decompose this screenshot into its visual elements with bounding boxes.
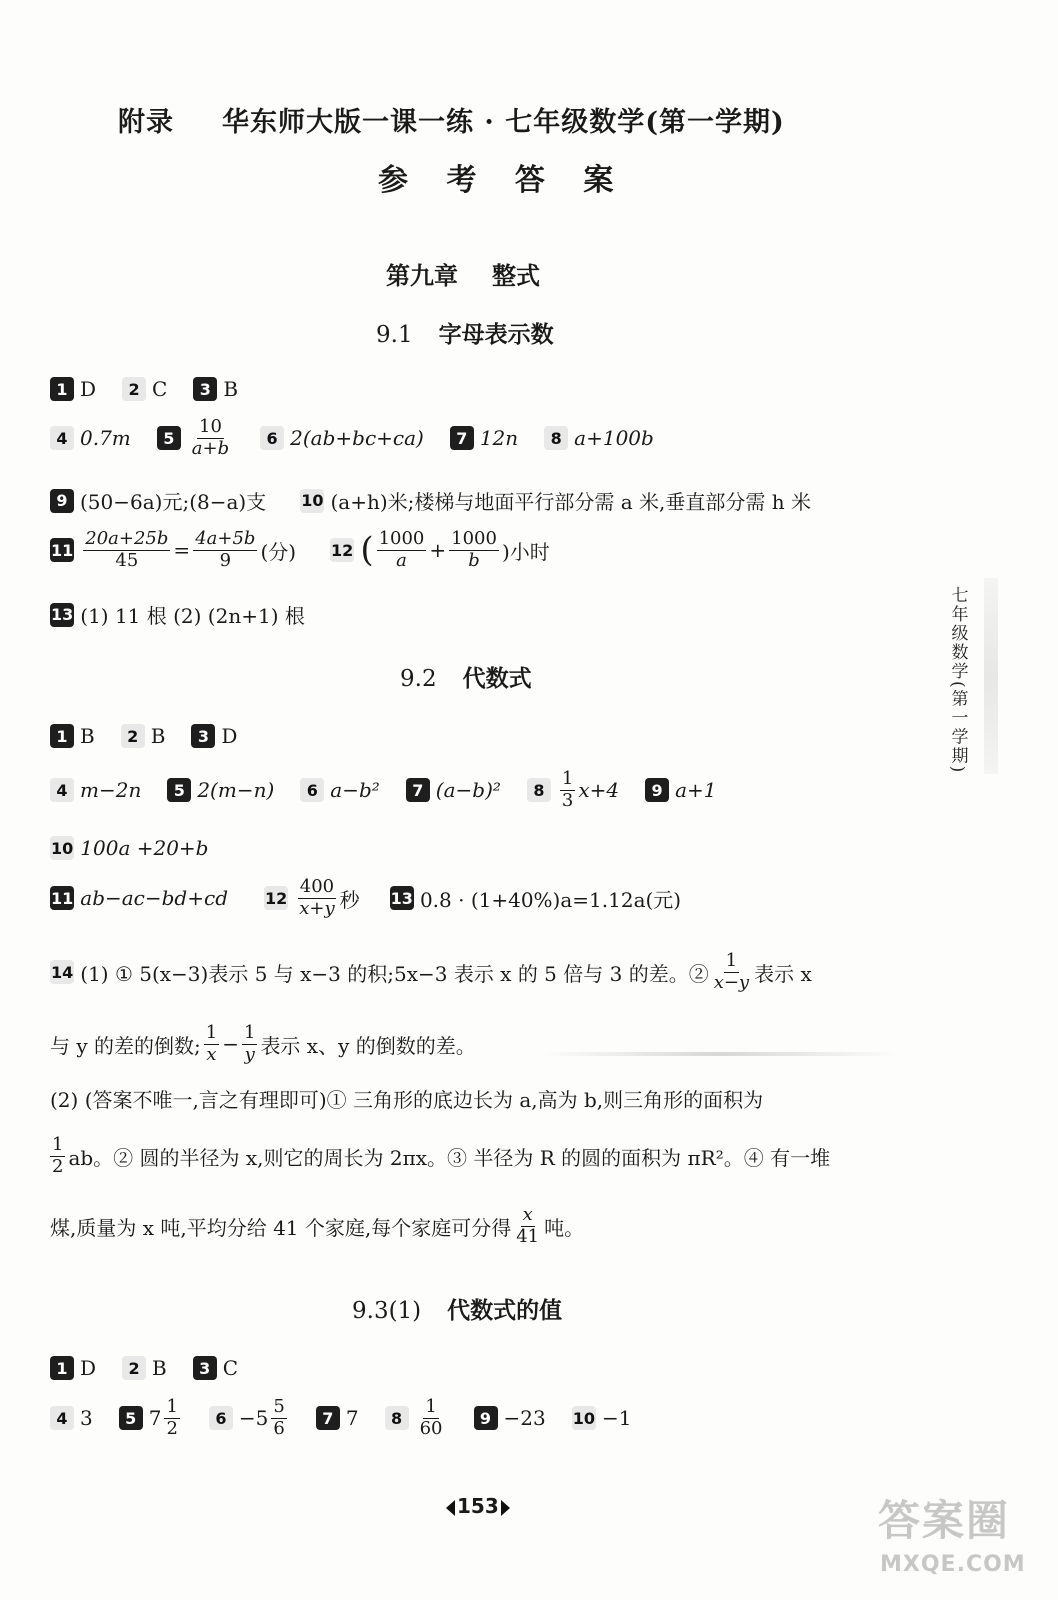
left-arrow-icon	[446, 1500, 455, 1516]
question-number-badge: 7	[406, 778, 430, 802]
answer-item: 4 3	[50, 1406, 93, 1430]
question-number-badge: 6	[209, 1406, 233, 1430]
answer-item: 5 7 $\frac{1}{2}$	[119, 1398, 183, 1439]
question-number-badge: 1	[50, 377, 74, 401]
answer-item: 9 −23	[474, 1406, 546, 1430]
question-number-badge: 4	[50, 1406, 74, 1430]
fraction: $\frac{1}{y}$	[243, 1022, 256, 1065]
section-9-2-heading: 9.2 代数式	[400, 665, 532, 692]
question-number-badge: 9	[645, 778, 669, 802]
fraction: $\frac{4a+5b}{9}$	[195, 528, 256, 571]
question-number-badge: 14	[50, 960, 74, 984]
answer-item: 4 m−2n	[50, 778, 141, 802]
s92-q14-line-5: 煤,质量为 x 吨,平均分给 41 个家庭,每个家庭可分得 $\frac{x}{41}$ 吨。	[50, 1204, 585, 1247]
s92-row-4	[50, 878, 707, 919]
answer-item: 9 a+1	[645, 778, 716, 802]
question-number-badge: 6	[300, 778, 324, 802]
answer-item: 2 B	[121, 724, 166, 748]
question-number-badge: 10	[50, 836, 74, 860]
s91-row-4	[50, 530, 576, 571]
question-number-badge: 2	[122, 377, 146, 401]
fraction: $\frac{5}{6}$	[273, 1396, 285, 1439]
section-9-3-heading: 9.3(1) 代数式的值	[352, 1297, 563, 1324]
question-number-badge: 8	[544, 426, 568, 450]
answer-item: 12 $\frac{400}{x+y}$ 秒	[265, 876, 360, 919]
answer-item: 10 (a+h)米;楼梯与地面平行部分需 a 米,垂直部分需 h 米	[301, 490, 811, 514]
fraction: $\frac{400}{x+y}$	[299, 876, 335, 919]
question-number-badge: 3	[193, 1356, 217, 1380]
question-number-badge: 5	[167, 778, 191, 802]
question-number-badge: 2	[122, 1356, 146, 1380]
answer-item: 13 (1) 11 根 (2) (2n+1) 根	[51, 604, 305, 628]
fraction: $\frac{10}{a+b}$	[191, 416, 230, 459]
question-number-badge: 1	[50, 1356, 74, 1380]
fraction: $\frac{1000}{b}$	[451, 528, 497, 571]
question-number-badge: 2	[121, 724, 145, 748]
question-number-badge: 5	[119, 1406, 143, 1430]
question-number-badge: 8	[385, 1406, 409, 1430]
answer-item: 11 $\frac{20a+25b}{45}$ = $\frac{4a+5b}{9}$ (分)	[51, 528, 297, 571]
answer-item: 10 100a +20+b	[51, 836, 209, 860]
s93-row-1	[50, 1356, 264, 1380]
question-number-badge: 9	[474, 1406, 498, 1430]
question-number-badge: 4	[50, 778, 74, 802]
answer-item: 3 D	[191, 724, 237, 748]
question-number-badge: 10	[300, 489, 324, 513]
page-number: 153	[446, 1494, 510, 1518]
fraction: $\frac{1}{2}$	[166, 1396, 178, 1439]
answer-item: 1 B	[50, 724, 95, 748]
s91-row-1	[50, 377, 264, 401]
answer-item: 1 D	[50, 377, 96, 401]
question-number-badge: 11	[50, 886, 74, 910]
answer-item: 1 D	[50, 1356, 96, 1380]
question-number-badge: 6	[260, 426, 284, 450]
question-number-badge: 8	[527, 778, 551, 802]
question-number-badge: 10	[572, 1406, 596, 1430]
answer-item: 13 0.8 · (1+40%)a=1.12a(元)	[390, 887, 682, 912]
fraction: $\frac{1}{x-y}$	[713, 950, 750, 993]
answer-item: 7 7	[316, 1406, 359, 1430]
section-9-1-heading: 9.1 字母表示数	[376, 321, 554, 348]
fraction: $\frac{1}{2}$	[52, 1134, 64, 1177]
answer-item: 2 B	[122, 1356, 167, 1380]
answer-item: 9 (50−6a)元;(8−a)支	[50, 486, 266, 515]
fraction: $\frac{1000}{a}$	[378, 528, 425, 571]
question-number-badge: 9	[50, 489, 74, 513]
s92-q14-line-4: $\frac{1}{2}$ ab。② 圆的半径为 x,则它的周长为 2πx。③ 半径为 R 的圆的面积为 πR²。④ 有一堆	[52, 1134, 831, 1177]
fraction: $\frac{1}{x}$	[205, 1022, 218, 1065]
answer-item: 6 a−b²	[300, 778, 380, 802]
question-number-badge: 3	[193, 377, 217, 401]
s92-q14-line-3: (2) (答案不唯一,言之有理即可)① 三角形的底边长为 a,高为 b,则三角形的面积为	[50, 1088, 764, 1112]
question-number-badge: 12	[330, 538, 354, 562]
s92-row-1	[50, 724, 263, 748]
scan-smudge	[540, 1052, 900, 1056]
question-number-badge: 13	[50, 603, 74, 627]
s92-q14-line-1: 14 (1) ① 5(x−3)表示 5 与 x−3 的积;5x−3 表示 x 的 5 倍与 3 的差。② $\frac{1}{x-y}$ 表示 x	[51, 950, 812, 993]
answer-item: 6 2(ab+bc+ca)	[260, 426, 424, 450]
answer-item: 2 C	[122, 377, 167, 401]
watermark-logo-text: 答案圈	[878, 1496, 1011, 1545]
side-tab-label: 七年级数学(第一学期)	[947, 585, 968, 775]
appendix-title	[118, 100, 785, 139]
fraction: $\frac{x}{41}$	[516, 1204, 540, 1247]
answer-item: 6 −5 $\frac{5}{6}$	[209, 1398, 290, 1439]
question-number-badge: 1	[50, 724, 74, 748]
question-number-badge: 4	[50, 426, 74, 450]
s91-row-3	[50, 486, 837, 515]
appendix-label: 附录	[118, 107, 174, 138]
chapter-heading: 第九章 整式	[386, 261, 540, 290]
answer-item: 8 a+100b	[544, 426, 654, 450]
answer-item: 11 ab−ac−bd+cd	[51, 886, 228, 911]
watermark	[872, 1488, 1032, 1588]
answer-item: 10 −1	[572, 1406, 632, 1431]
answer-key-title: 参 考 答 案	[378, 163, 628, 198]
fraction: $\frac{1}{60}$	[419, 1396, 443, 1439]
answer-item	[157, 418, 234, 459]
question-number-badge: 13	[390, 886, 414, 910]
fraction: $\frac{20a+25b}{45}$	[85, 528, 169, 571]
right-arrow-icon	[501, 1500, 510, 1516]
answer-item: 8 $\frac{1}{3}$ x+4	[527, 770, 619, 811]
answer-item: 3 B	[193, 377, 238, 401]
answer-item: 7 12n	[450, 426, 518, 450]
s92-q14-line-2: 与 y 的差的倒数; $\frac{1}{x}$ − $\frac{1}{y}$ 表示 x、y 的倒数的差。	[50, 1022, 476, 1065]
s91-row-5	[50, 600, 331, 629]
answer-item: 7 (a−b)²	[406, 778, 501, 802]
s92-row-2	[50, 770, 743, 811]
answer-item: 4 0.7m	[50, 426, 131, 450]
s92-row-3	[50, 836, 235, 860]
question-number-badge: 7	[316, 1406, 340, 1430]
s91-row-2	[50, 418, 680, 459]
s93-row-2	[50, 1398, 657, 1439]
book-title: 华东师大版一课一练 · 七年级数学(第一学期)	[222, 107, 785, 138]
question-number-badge: 7	[450, 426, 474, 450]
question-number-badge: 5	[157, 426, 181, 450]
question-number-badge: 11	[50, 538, 74, 562]
question-number-badge: 12	[264, 886, 288, 910]
answer-item: 12 ( $\frac{1000}{a}$ + $\frac{1000}{b}$ )小时	[331, 528, 550, 571]
answer-item: 5 2(m−n)	[167, 778, 274, 802]
side-tab-shade	[984, 578, 998, 774]
question-number-badge: 3	[191, 724, 215, 748]
answer-item	[385, 1398, 448, 1439]
watermark-url: MXQE.COM	[880, 1552, 1026, 1577]
answer-item: 3 C	[193, 1356, 238, 1380]
fraction: $\frac{1}{3}$	[561, 768, 574, 811]
